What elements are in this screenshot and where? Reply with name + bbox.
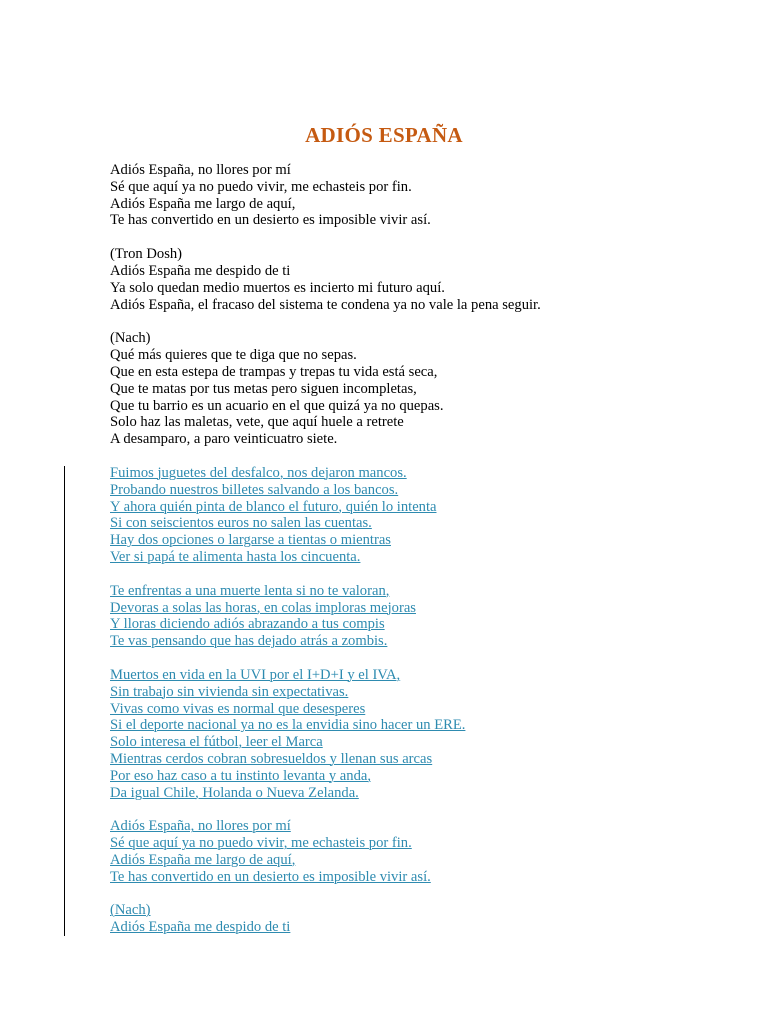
revision-change-bar bbox=[64, 466, 65, 936]
lyric-link-line[interactable]: Probando nuestros billetes salvando a los bancos. bbox=[110, 481, 399, 498]
lyric-link-line[interactable]: Adiós España me despido de ti bbox=[110, 919, 291, 936]
lyric-line: Te has convertido en un desierto es imposible vivir así. bbox=[110, 212, 431, 229]
lyric-line: Adiós España, no llores por mí bbox=[110, 162, 291, 178]
lyric-link-line[interactable]: Sin trabajo sin vivienda sin expectativas. bbox=[110, 683, 349, 700]
lyric-line: (Nach) bbox=[110, 330, 151, 347]
lyric-line: Qué más quieres que te diga que no sepas. bbox=[110, 347, 357, 364]
lyric-link-line[interactable]: Y ahora quién pinta de blanco el futuro, quién lo intenta bbox=[110, 498, 437, 515]
lyric-link-line[interactable]: Ver si papá te alimenta hasta los cincuenta. bbox=[110, 548, 361, 565]
stanza bbox=[110, 902, 730, 936]
lyric-link-line[interactable]: Hay dos opciones o largarse a tientas o mientras bbox=[110, 532, 391, 549]
stanza bbox=[110, 465, 730, 566]
lyric-link-line[interactable]: Muertos en vida en la UVI por el I+D+I y el IVA, bbox=[110, 666, 401, 683]
lyric-link-line[interactable]: Devoras a solas las horas, en colas imploras mejoras bbox=[110, 599, 416, 616]
lyric-line: Sé que aquí ya no puedo vivir, me echasteis por fin. bbox=[110, 178, 412, 195]
stanza bbox=[110, 330, 730, 448]
lyric-link-line[interactable]: Adiós España me largo de aquí, bbox=[110, 851, 296, 868]
lyric-line: Adiós España me largo de aquí, bbox=[110, 195, 296, 212]
stanza bbox=[110, 583, 730, 650]
stanza bbox=[110, 818, 730, 885]
lyric-line: Que te matas por tus metas pero siguen incompletas, bbox=[110, 380, 417, 397]
lyric-link-line[interactable]: Vivas como vivas es normal que desesperes bbox=[110, 700, 366, 717]
lyric-line: Que en esta estepa de trampas y trepas tu vida está seca, bbox=[110, 363, 438, 380]
stanza bbox=[110, 162, 730, 229]
lyric-link-line[interactable]: Adiós España, no llores por mí bbox=[110, 818, 291, 835]
stanza bbox=[110, 246, 730, 313]
lyric-link-line[interactable]: Por eso haz caso a tu instinto levanta y anda, bbox=[110, 767, 371, 784]
lyric-link-line[interactable]: Si el deporte nacional ya no es la envidia sino hacer un ERE. bbox=[110, 717, 466, 734]
lyric-link-line[interactable]: Solo interesa el fútbol, leer el Marca bbox=[110, 734, 323, 751]
lyrics-body bbox=[110, 162, 730, 953]
lyric-line: (Tron Dosh) bbox=[110, 246, 183, 263]
lyric-link-line[interactable]: Y lloras diciendo adiós abrazando a tus compis bbox=[110, 616, 385, 633]
lyric-link-line[interactable]: Mientras cerdos cobran sobresueldos y llenan sus arcas bbox=[110, 750, 433, 767]
lyric-link-line[interactable]: (Nach) bbox=[110, 902, 151, 919]
lyric-link-line[interactable]: Fuimos juguetes del desfalco, nos dejaron mancos. bbox=[110, 464, 407, 481]
lyric-link-line[interactable]: Si con seiscientos euros no salen las cuentas. bbox=[110, 515, 372, 532]
lyric-line: A desamparo, a paro veinticuatro siete. bbox=[110, 431, 338, 448]
lyric-line: Que tu barrio es un acuario en el que quizá ya no quepas. bbox=[110, 397, 444, 414]
lyric-line: Ya solo quedan medio muertos es incierto mi futuro aquí. bbox=[110, 279, 445, 296]
lyric-line: Adiós España me despido de ti bbox=[110, 262, 291, 279]
lyric-link-line[interactable]: Te vas pensando que has dejado atrás a zombis. bbox=[110, 633, 388, 650]
lyric-link-line[interactable]: Sé que aquí ya no puedo vivir, me echasteis por fin. bbox=[110, 835, 412, 852]
stanza bbox=[110, 667, 730, 801]
lyric-link-line[interactable]: Da igual Chile, Holanda o Nueva Zelanda. bbox=[110, 784, 359, 801]
document-title: ADIÓS ESPAÑA bbox=[305, 123, 463, 147]
lyric-line: Solo haz las maletas, vete, que aquí huele a retrete bbox=[110, 414, 404, 431]
lyric-link-line[interactable]: Te enfrentas a una muerte lenta si no te valoran, bbox=[110, 582, 390, 599]
lyric-line: Adiós España, el fracaso del sistema te condena ya no vale la pena seguir. bbox=[110, 296, 541, 313]
lyric-link-line[interactable]: Te has convertido en un desierto es imposible vivir así. bbox=[110, 868, 431, 885]
